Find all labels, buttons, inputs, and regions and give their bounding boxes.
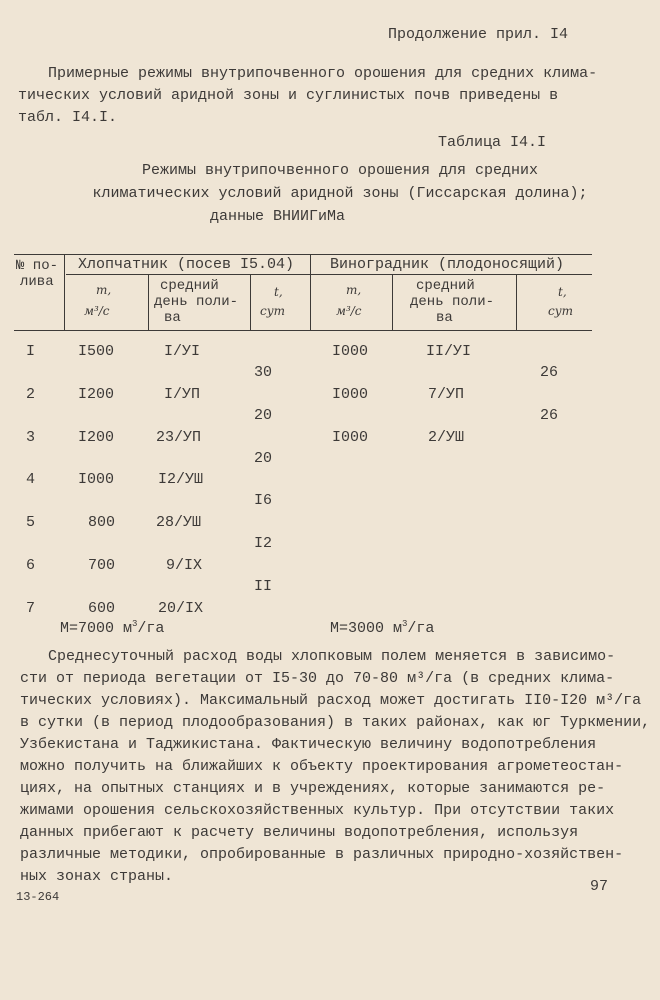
table-title-line-3: данные ВНИИГиМа bbox=[210, 208, 346, 225]
table-header-bottom-rule bbox=[14, 330, 592, 331]
cotton-m-label: m, bbox=[96, 283, 112, 297]
body-line-8: жимами орошения сельскохозяйственных культур. При отсутствии таких bbox=[20, 802, 615, 819]
grape-day-line-2: день поли- bbox=[410, 294, 495, 310]
row-6-no: 6 bbox=[26, 557, 36, 574]
cotton-interval-6: II bbox=[254, 578, 273, 595]
body-line-5: Узбекистана и Таджикистана. Фактическую величину водопотребления bbox=[20, 736, 597, 753]
divider-grape-1 bbox=[392, 275, 393, 330]
row-4-no: 4 bbox=[26, 471, 36, 488]
intro-line-3: табл. I4.I. bbox=[18, 109, 118, 126]
grape-t-label: t, bbox=[558, 285, 567, 299]
cotton-m-unit: м³/с bbox=[84, 304, 110, 318]
cotton-interval-2: 20 bbox=[254, 407, 273, 424]
grape-interval-2: 26 bbox=[540, 407, 559, 424]
total-cotton: M=7000 $м^3/га$ bbox=[60, 619, 165, 637]
body-line-9: данных прибегают к расчету величины водопотребления, используя bbox=[20, 824, 579, 841]
intro-line-2: тических условий аридной зоны и суглинистых почв приведены в bbox=[18, 87, 559, 104]
col-no-line-2: лива bbox=[20, 274, 54, 290]
divider-no bbox=[64, 254, 65, 330]
divider-grape-2 bbox=[516, 275, 517, 330]
divider-group bbox=[310, 254, 311, 330]
page-number: 97 bbox=[590, 878, 609, 895]
divider-cotton-1 bbox=[148, 275, 149, 330]
grape-t-unit: сут bbox=[548, 304, 574, 318]
group-cotton: Хлопчатник (посев I5.04) bbox=[78, 256, 295, 273]
row-5-day: 28/УШ bbox=[156, 514, 202, 531]
intro-line-1: Примерные режимы внутрипочвенного орошения для средних клима- bbox=[48, 65, 598, 82]
grape-day-line-1: средний bbox=[416, 278, 475, 294]
table-label: Таблица I4.I bbox=[438, 134, 547, 151]
row-3-grape-m: I000 bbox=[332, 429, 369, 446]
table-group-rule bbox=[66, 274, 592, 275]
total-grape: M=3000 $м^3/га$ bbox=[330, 619, 435, 637]
group-grape: Виноградник (плодоносящий) bbox=[330, 256, 565, 273]
body-line-6: можно получить на ближайших к объекту проектирования агрометеостан- bbox=[20, 758, 624, 775]
cotton-day-line-1: средний bbox=[160, 278, 219, 294]
grape-m-unit: м³/с bbox=[336, 304, 362, 318]
body-line-7: циях, на опытных станциях и в учреждениях, которые занимаются ре- bbox=[20, 780, 606, 797]
print-code: 13-264 bbox=[16, 890, 60, 904]
cotton-t-label: t, bbox=[274, 285, 283, 299]
row-1-m: I500 bbox=[78, 343, 115, 360]
body-line-11: ных зонах страны. bbox=[20, 868, 174, 885]
row-2-day: I/УП bbox=[164, 386, 201, 403]
row-6-day: 9/IX bbox=[166, 557, 203, 574]
row-7-day: 20/IX bbox=[158, 600, 204, 617]
cotton-interval-1: 30 bbox=[254, 364, 273, 381]
grape-m-label: m, bbox=[346, 283, 362, 297]
cotton-interval-5: I2 bbox=[254, 535, 273, 552]
grape-interval-1: 26 bbox=[540, 364, 559, 381]
row-3-grape-day: 2/УШ bbox=[428, 429, 465, 446]
row-2-grape-m: I000 bbox=[332, 386, 369, 403]
body-line-2: сти от периода вегетации от I5-30 до 70-80 м³/га (в средних клима- bbox=[20, 670, 615, 687]
row-7-no: 7 bbox=[26, 600, 36, 617]
row-1-grape-m: I000 bbox=[332, 343, 369, 360]
row-7-m: 600 bbox=[88, 600, 116, 617]
row-4-day: I2/УШ bbox=[158, 471, 204, 488]
table-top-rule bbox=[14, 254, 592, 255]
body-line-3: тических условиях). Максимальный расход может достигать II0-I20 м³/га bbox=[20, 692, 642, 709]
row-3-no: 3 bbox=[26, 429, 36, 446]
cotton-day-line-2: день поли- bbox=[154, 294, 239, 310]
body-line-10: различные методики, опробированные в различных природно-хозяйствен- bbox=[20, 846, 624, 863]
col-no-line-1: № по- bbox=[16, 258, 59, 274]
cotton-interval-4: I6 bbox=[254, 492, 273, 509]
row-3-m: I200 bbox=[78, 429, 115, 446]
body-line-4: в сутки (в период плодообразования) в таких районах, как юг Туркмении, bbox=[20, 714, 651, 731]
row-1-no: I bbox=[26, 343, 36, 360]
row-1-grape-day: II/УI bbox=[426, 343, 472, 360]
row-5-no: 5 bbox=[26, 514, 36, 531]
table-title-line-2: климатических условий аридной зоны (Гиссарская долина); bbox=[92, 185, 588, 202]
row-4-m: I000 bbox=[78, 471, 115, 488]
row-2-grape-day: 7/УП bbox=[428, 386, 465, 403]
cotton-interval-3: 20 bbox=[254, 450, 273, 467]
row-6-m: 700 bbox=[88, 557, 116, 574]
grape-day-line-3: ва bbox=[436, 310, 453, 326]
cotton-day-line-3: ва bbox=[164, 310, 181, 326]
row-2-m: I200 bbox=[78, 386, 115, 403]
row-5-m: 800 bbox=[88, 514, 116, 531]
row-2-no: 2 bbox=[26, 386, 36, 403]
row-3-day: 23/УП bbox=[156, 429, 202, 446]
continuation-header: Продолжение прил. I4 bbox=[388, 26, 569, 43]
divider-cotton-2 bbox=[250, 275, 251, 330]
cotton-t-unit: сут bbox=[260, 304, 286, 318]
row-1-day: I/УI bbox=[164, 343, 201, 360]
table-title-line-1: Режимы внутрипочвенного орошения для средних bbox=[141, 162, 539, 179]
body-line-1: Среднесуточный расход воды хлопковым полем меняется в зависимо- bbox=[48, 648, 616, 665]
